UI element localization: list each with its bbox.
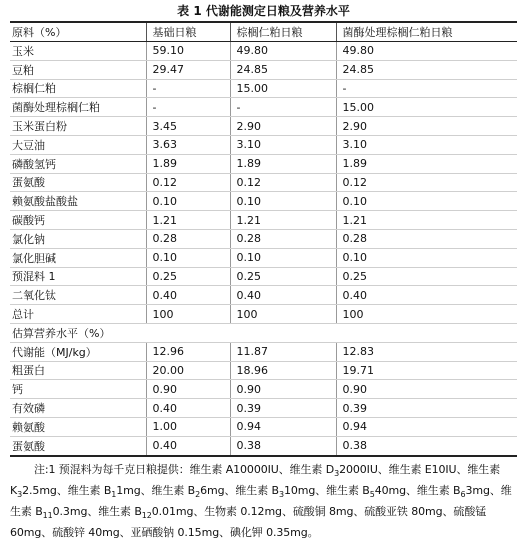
cell-value: 1.21 (336, 211, 517, 230)
cell-value: 1.21 (230, 211, 336, 230)
cell-name: 氯化钠 (10, 229, 146, 248)
cell-value: 0.10 (336, 248, 517, 267)
note-text: 6mg、维生素 B (200, 483, 279, 497)
cell-value: 0.39 (230, 399, 336, 418)
cell-value: 20.00 (146, 361, 230, 380)
table-row (10, 305, 517, 324)
table-row (10, 60, 517, 79)
note-subscript: 3 (278, 489, 284, 499)
cell-name: 二氧化钛 (10, 286, 146, 305)
premix-footnote (10, 459, 517, 543)
cell-value: 0.40 (146, 399, 230, 418)
cell-value: 0.28 (230, 229, 336, 248)
cell-value: 0.40 (230, 286, 336, 305)
cell-value: 2.90 (336, 117, 517, 136)
cell-name: 有效磷 (10, 399, 146, 418)
cell-value: 100 (230, 305, 336, 324)
cell-name: 蛋氨酸 (10, 436, 146, 455)
note-text: 2.5mg、维生素 B (22, 483, 112, 497)
table-row (10, 98, 517, 117)
note-text: 10mg、维生素 B (283, 483, 370, 497)
cell-value: 0.90 (146, 380, 230, 399)
cell-value: 12.83 (336, 342, 517, 361)
cell-value: - (230, 98, 336, 117)
nutrient-section-label: 估算营养水平（%） (10, 323, 517, 342)
table-row (10, 117, 517, 136)
cell-value: 0.28 (336, 229, 517, 248)
cell-value: 0.40 (336, 286, 517, 305)
cell-value: 12.96 (146, 342, 230, 361)
cell-value: - (146, 79, 230, 98)
cell-value: 0.10 (146, 248, 230, 267)
cell-value: 0.38 (336, 436, 517, 455)
header-ingredient: 原料（%） (10, 22, 146, 42)
cell-name: 氯化胆碱 (10, 248, 146, 267)
note-subscript: 12 (141, 510, 152, 520)
cell-value: 1.89 (146, 154, 230, 173)
note-text: 0.3mg、维生素 B (52, 504, 142, 518)
note-subscript: 6 (460, 489, 466, 499)
table-title: 表 1 代谢能测定日粮及营养水平 (177, 4, 350, 18)
cell-name: 棕榈仁粕 (10, 79, 146, 98)
table-row (10, 399, 517, 418)
note-text: 3mg、维生素 B (10, 483, 512, 518)
cell-value: 1.00 (146, 417, 230, 436)
cell-value: 0.94 (336, 417, 517, 436)
table-row (10, 173, 517, 192)
cell-name: 预混料 1 (10, 267, 146, 286)
table-row (10, 361, 517, 380)
cell-value: 49.80 (336, 42, 517, 61)
cell-name: 钙 (10, 380, 146, 399)
table-row (10, 417, 517, 436)
cell-name: 磷酸氢钙 (10, 154, 146, 173)
diet-composition-table (10, 21, 517, 457)
table-row (10, 135, 517, 154)
cell-name: 豆粕 (10, 60, 146, 79)
cell-value: 2.90 (230, 117, 336, 136)
cell-value: 24.85 (230, 60, 336, 79)
cell-value: 59.10 (146, 42, 230, 61)
cell-value: 3.45 (146, 117, 230, 136)
cell-name: 玉米蛋白粉 (10, 117, 146, 136)
table-row (10, 342, 517, 361)
cell-value: 0.25 (146, 267, 230, 286)
cell-name: 碳酸钙 (10, 211, 146, 230)
cell-value: 0.25 (336, 267, 517, 286)
cell-name: 总计 (10, 305, 146, 324)
cell-value: 3.63 (146, 135, 230, 154)
cell-value: 0.12 (336, 173, 517, 192)
note-text: 注:1 预混料为每千克日粮提供：维生素 A10000IU、维生素 D (34, 462, 335, 476)
cell-value: 100 (336, 305, 517, 324)
header-basal-diet: 基础日粮 (146, 22, 230, 42)
cell-value: 0.40 (146, 286, 230, 305)
cell-value: - (146, 98, 230, 117)
cell-value: 15.00 (230, 79, 336, 98)
cell-value: 0.12 (230, 173, 336, 192)
cell-value: 100 (146, 305, 230, 324)
table-row (10, 154, 517, 173)
cell-value: 15.00 (336, 98, 517, 117)
cell-value: 0.90 (336, 380, 517, 399)
cell-value: 49.80 (230, 42, 336, 61)
table-row (10, 192, 517, 211)
cell-name: 赖氨酸 (10, 417, 146, 436)
table-row (10, 267, 517, 286)
cell-value: 29.47 (146, 60, 230, 79)
cell-name: 赖氨酸盐酸盐 (10, 192, 146, 211)
header-pkm-diet: 棕榈仁粕日粮 (230, 22, 336, 42)
cell-name: 菌酶处理棕榈仁粕 (10, 98, 146, 117)
note-text: 40mg、维生素 B (374, 483, 461, 497)
table-row (10, 42, 517, 61)
cell-value: 0.12 (146, 173, 230, 192)
note-text: 0.01mg、生物素 0.12mg、硫酸铜 8mg、硫酸亚铁 80mg、硫酸锰 60mg、硫酸锌 40mg、亚硒酸钠 0.15mg、碘化钾 0.35mg。 (10, 504, 487, 539)
cell-value: 3.10 (336, 135, 517, 154)
cell-value: 24.85 (336, 60, 517, 79)
cell-value: 3.10 (230, 135, 336, 154)
note-subscript: 11 (42, 510, 53, 520)
note-subscript: 1 (111, 489, 117, 499)
cell-name: 玉米 (10, 42, 146, 61)
cell-value: 1.21 (146, 211, 230, 230)
cell-value: 0.10 (230, 192, 336, 211)
header-treated-pkm-diet: 菌酶处理棕榈仁粕日粮 (336, 22, 517, 42)
cell-value: 0.28 (146, 229, 230, 248)
note-subscript: 2 (195, 489, 201, 499)
cell-name: 蛋氨酸 (10, 173, 146, 192)
cell-value: 1.89 (230, 154, 336, 173)
note-subscript: 5 (369, 489, 375, 499)
cell-name: 大豆油 (10, 135, 146, 154)
cell-value: 0.10 (146, 192, 230, 211)
cell-value: 18.96 (230, 361, 336, 380)
nutrient-section-row (10, 323, 517, 342)
table-row (10, 436, 517, 455)
cell-value: 11.87 (230, 342, 336, 361)
cell-value: 19.71 (336, 361, 517, 380)
note-subscript: 3 (334, 468, 340, 478)
cell-name: 粗蛋白 (10, 361, 146, 380)
table-row (10, 211, 517, 230)
cell-value: 0.94 (230, 417, 336, 436)
note-text: 1mg、维生素 B (116, 483, 196, 497)
note-subscript: 3 (17, 489, 23, 499)
cell-value: 0.90 (230, 380, 336, 399)
table-row (10, 286, 517, 305)
cell-value: 0.39 (336, 399, 517, 418)
note-text: 2000IU、维生素 E10IU、维生素 K (10, 462, 501, 497)
table-row (10, 248, 517, 267)
cell-value: 0.25 (230, 267, 336, 286)
cell-value: 1.89 (336, 154, 517, 173)
table-row (10, 229, 517, 248)
cell-value: 0.40 (146, 436, 230, 455)
table-header-row (10, 22, 517, 42)
cell-value: 0.10 (230, 248, 336, 267)
cell-value: 0.38 (230, 436, 336, 455)
cell-value: 0.10 (336, 192, 517, 211)
cell-value: - (336, 79, 517, 98)
table-row (10, 79, 517, 98)
table-row (10, 380, 517, 399)
cell-name: 代谢能（MJ/kg） (10, 342, 146, 361)
